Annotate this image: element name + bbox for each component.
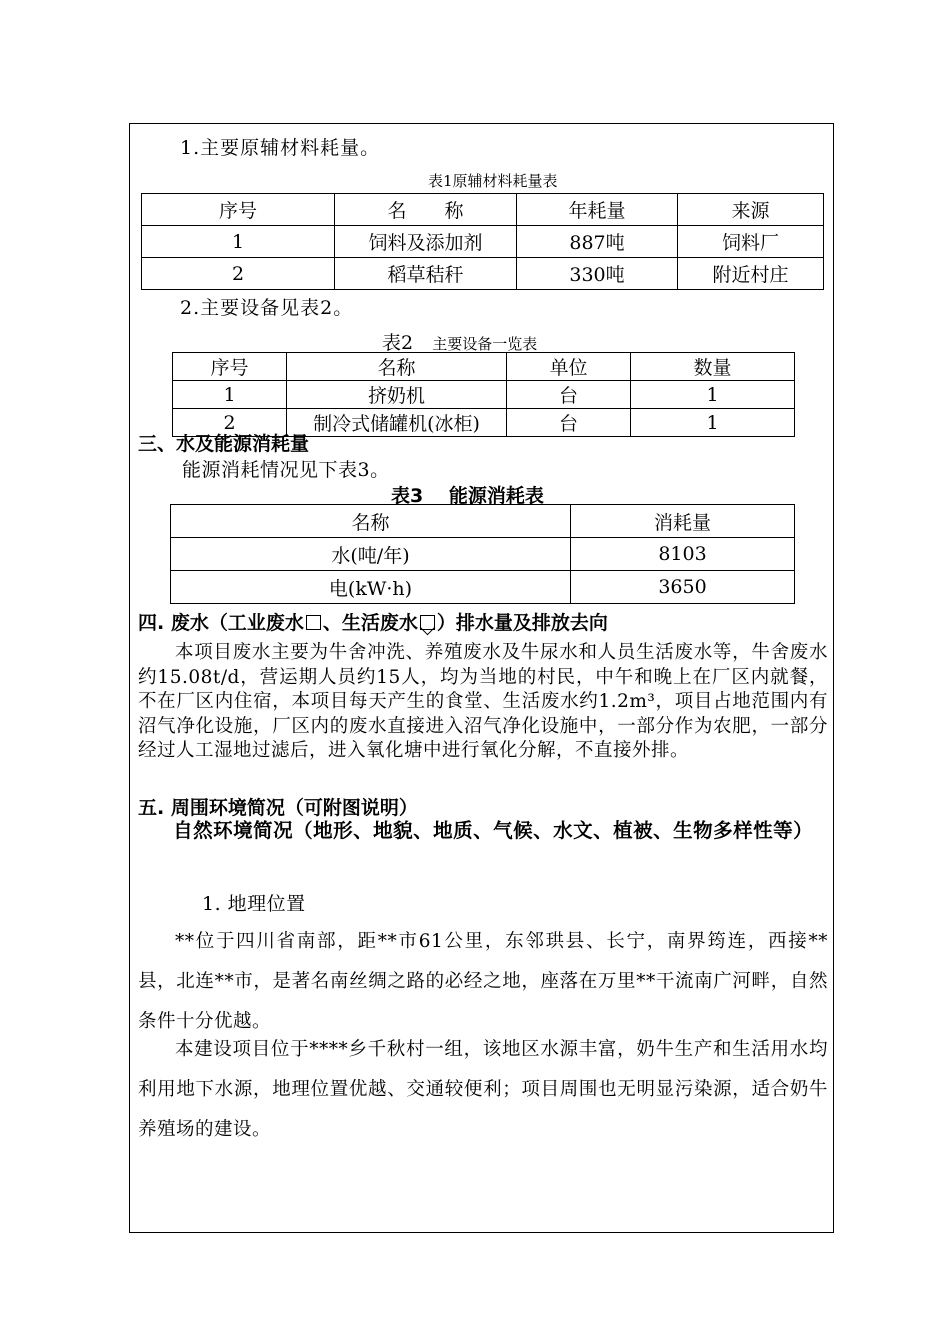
table-row bbox=[171, 571, 795, 604]
table-cell: 8103 bbox=[571, 538, 795, 571]
wastewater-paragraph: 本项目废水主要为牛舍冲洗、养殖废水及牛尿水和人员生活废水等，牛舍废水约15.08t/d，营运期人员约15人，均为当地的村民，中午和晚上在厂区内就餐，不在厂区内住宿，本项目每天产生的食堂、生活废水约1.2m³，项目占地范围内有沼气净化设施，厂区内的废水直接进入沼气净化设施中，一部分作为农肥，一部分经过人工湿地过滤后，进入氧化塘中进行氧化分解，不直接外排。 bbox=[138, 642, 828, 761]
equipment-heading: 2.主要设备见表2。 bbox=[180, 297, 354, 319]
table-cell: 挤奶机 bbox=[287, 381, 507, 409]
header-cell: 序号 bbox=[142, 194, 335, 226]
energy-intro: 能源消耗情况见下表3。 bbox=[182, 459, 390, 481]
caption-number: 表2 bbox=[382, 332, 414, 354]
table-row bbox=[173, 381, 795, 409]
table-cell: 1 bbox=[142, 226, 335, 258]
table-cell: 2 bbox=[173, 409, 287, 437]
geography-item-title: 1. 地理位置 bbox=[202, 893, 306, 915]
materials-heading: 1.主要原辅材料耗量。 bbox=[180, 137, 381, 159]
table-cell: 制冷式储罐机(冰柜) bbox=[287, 409, 507, 437]
table-cell: 台 bbox=[507, 409, 631, 437]
heading-mid: 、生活废水 bbox=[322, 612, 418, 634]
table-cell: 2 bbox=[142, 258, 335, 290]
table-cell: 330吨 bbox=[517, 258, 678, 290]
table-cell: 887吨 bbox=[517, 226, 678, 258]
table-row bbox=[171, 538, 795, 571]
wastewater-heading bbox=[138, 608, 608, 635]
table-header-row bbox=[171, 505, 795, 538]
table-cell: 饲料厂 bbox=[678, 226, 824, 258]
header-cell: 序号 bbox=[173, 353, 287, 381]
table-cell: 稻草秸秆 bbox=[335, 258, 517, 290]
equipment-table bbox=[172, 352, 795, 437]
domestic-wastewater-checkbox[interactable] bbox=[420, 615, 435, 630]
header-cell: 名称 bbox=[171, 505, 571, 538]
header-cell: 单位 bbox=[507, 353, 631, 381]
geography-paragraph-2: 本建设项目位于****乡千秋村一组，该地区水源丰富，奶牛生产和生活用水均利用地下水源，地理位置优越、交通较便利；项目周围也无明显污染源，适合奶牛养殖场的建设。 bbox=[138, 1039, 828, 1140]
table-header-row bbox=[173, 353, 795, 381]
heading-prefix: 四. 废水（工业废水 bbox=[138, 612, 304, 634]
header-cell: 名称 bbox=[287, 353, 507, 381]
header-cell: 数量 bbox=[631, 353, 795, 381]
table-cell: 电(kW·h) bbox=[171, 571, 571, 604]
environment-subheading: 自然环境简况（地形、地貌、地质、气候、水文、植被、生物多样性等） bbox=[173, 819, 814, 842]
table-header-row bbox=[142, 194, 824, 226]
header-cell: 年耗量 bbox=[517, 194, 678, 226]
energy-table bbox=[170, 504, 795, 604]
materials-table bbox=[141, 193, 824, 290]
caption-text: 主要设备一览表 bbox=[432, 335, 538, 353]
header-cell: 消耗量 bbox=[571, 505, 795, 538]
table-cell: 台 bbox=[507, 381, 631, 409]
geography-paragraph-1: **位于四川省南部，距**市61公里，东邻珙县、长宁，南界筠连，西接**县，北连**市，是著名南丝绸之路的必经之地，座落在万里**干流南广河畔，自然条件十分优越。 bbox=[138, 931, 828, 1032]
header-cell: 名 称 bbox=[335, 194, 517, 226]
table-row bbox=[142, 226, 824, 258]
table-cell: 1 bbox=[631, 409, 795, 437]
energy-table-caption: 表3 能源消耗表 bbox=[391, 485, 544, 507]
table-cell: 附近村庄 bbox=[678, 258, 824, 290]
table-cell: 1 bbox=[631, 381, 795, 409]
table-cell: 水(吨/年) bbox=[171, 538, 571, 571]
materials-table-caption: 表1原辅材料耗量表 bbox=[428, 172, 558, 190]
environment-heading: 五. 周围环境简况（可附图说明） bbox=[138, 797, 418, 819]
table-row bbox=[142, 258, 824, 290]
table-cell: 饲料及添加剂 bbox=[335, 226, 517, 258]
table-cell: 3650 bbox=[571, 571, 795, 604]
header-cell: 来源 bbox=[678, 194, 824, 226]
equipment-table-caption bbox=[382, 328, 537, 355]
heading-suffix: ）排水量及排放去向 bbox=[436, 612, 608, 634]
table-cell: 1 bbox=[173, 381, 287, 409]
energy-heading: 三、水及能源消耗量 bbox=[138, 433, 310, 455]
industrial-wastewater-checkbox[interactable] bbox=[306, 615, 321, 630]
